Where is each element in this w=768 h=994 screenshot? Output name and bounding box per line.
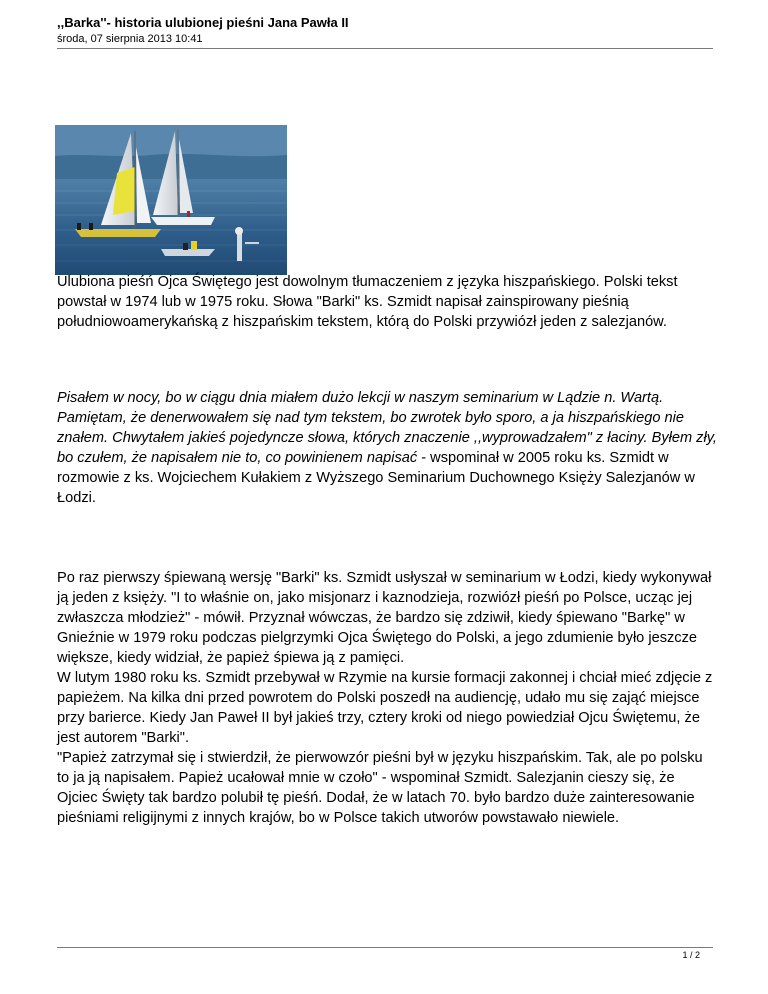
paragraph-spacer: [57, 508, 717, 568]
quote-paragraph: [57, 388, 717, 508]
paragraph-spacer: [57, 332, 717, 388]
pope-reaction-paragraph: "Papież zatrzymał się i stwierdził, że pierwowzór pieśni był w języku hiszpańskim. Tak, ale po polsku to ja ją napisałem. Papież ucałował mnie w czoło" - wspominał Szmidt. Salezjanin cieszy się, że Ojciec Święty tak bardzo polubił tę pieśń. Dodał, że w latach 70. było bardzo duże zainteresowanie pieśniami religijnymi z innych krajów, bo w Polsce takich utworów powstawało niewiele.: [57, 750, 703, 826]
author-quote: Pisałem w nocy, bo w ciągu dnia miałem dużo lekcji w naszym seminarium w Lądzie n. Wartą. Pamiętam, że denerwowałem się nad tym tekstem, bo zwrotek było sporo, a ja hiszpańskiego nie znałem. Chwytałem jakieś pojedyncze słowa, których znaczenie ,,wyprowadzałem" z łaciny. Byłem zły, bo czułem, że napisałem nie to, co powinienem napisać: [57, 390, 717, 466]
intro-paragraph: Ulubiona pieśń Ojca Świętego jest dowolnym tłumaczeniem z języka hiszpańskiego. Polski tekst powstał w 1974 lub w 1975 roku. Słowa "Barki" ks. Szmidt napisał zainspirowany pieśnią południowoamerykańską z hiszpańskim tekstem, którą do Polski przywiózł jeden z salezjanów.: [57, 274, 678, 330]
page-number: 1 / 2: [682, 950, 700, 960]
article-date: środa, 07 sierpnia 2013 10:41: [57, 33, 203, 45]
rome-visit-paragraph: W lutym 1980 roku ks. Szmidt przebywał w Rzymie na kursie formacji zakonnej i chciał mieć zdjęcie z papieżem. Na kilka dni przed powrotem do Polski poszedł na audiencję, udało mu się zająć miejsce przy barierce. Kiedy Jan Paweł II był jakieś trzy, cztery kroki od niego powiedział Ojcu Świętemu, że jest autorem "Barki".: [57, 670, 713, 746]
article-body: [57, 272, 717, 828]
header-divider: [57, 48, 713, 49]
document-header: [57, 15, 713, 46]
footer-divider: [57, 947, 713, 948]
quote-attribution: - wspominał w 2005 roku ks. Szmidt w rozmowie z ks. Wojciechem Kułakiem z Wyższego Seminarium Duchownego Księży Salezjanów w Łodzi.: [57, 450, 695, 506]
article-title: ,,Barka''- historia ulubionej pieśni Jana Pawła II: [57, 15, 349, 30]
first-performance-paragraph: Po raz pierwszy śpiewaną wersję "Barki" ks. Szmidt usłyszał w seminarium w Łodzi, kiedy wykonywał ją jeden z księży. "I to właśnie on, jako misjonarz i kaznodzieja, rozwiózł pieśń po Polsce, ucząc jej zwłaszcza młodzież" - mówił. Przyznał wówczas, że bardzo się zdziwił, kiedy śpiewano "Barkę" w Gnieźnie w 1979 roku podczas pielgrzymki Ojca Świętego do Polski, a jego zdumienie było jeszcze większe, kiedy widział, że papież śpiewa ją z pamięci.: [57, 570, 712, 666]
sailboats-photo: [55, 125, 287, 275]
